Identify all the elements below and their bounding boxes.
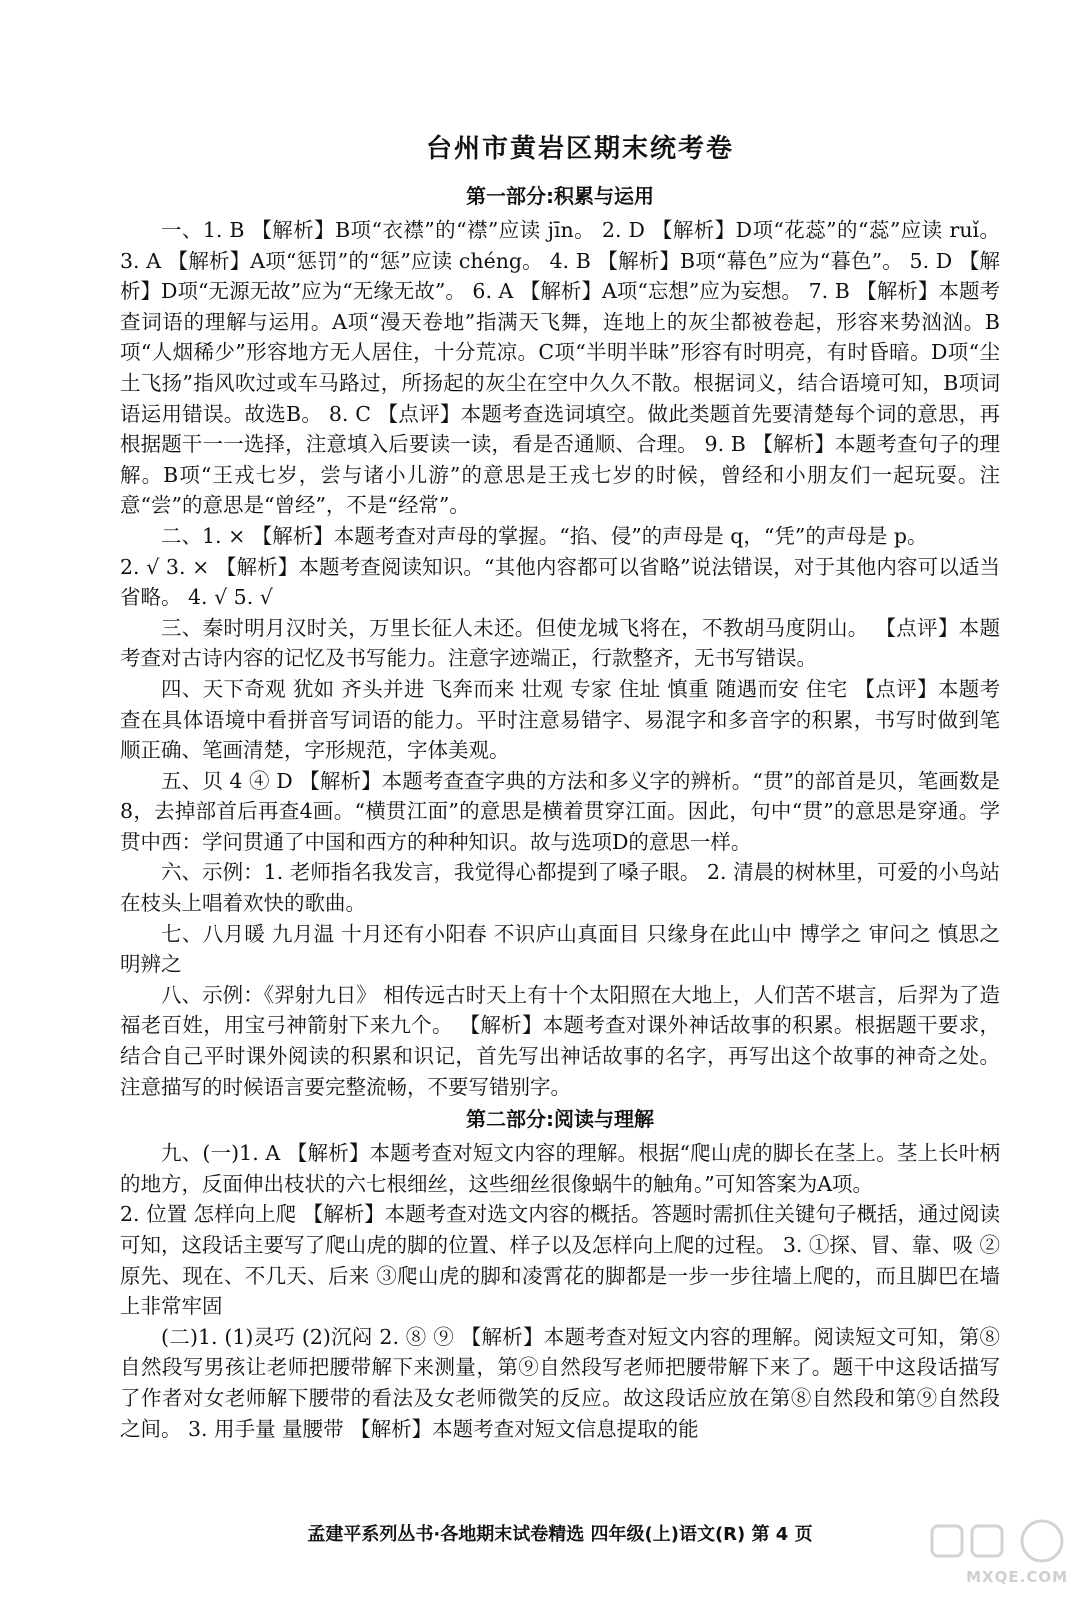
page-title: 台州市黄岩区期末统考卷 bbox=[425, 134, 734, 164]
answer-paragraph-9: 九、(一)1. A 【解析】本题考查对短文内容的理解。根据“爬山虎的脚长在茎上。茎上长叶柄的地方，反面伸出枝状的六七根细丝，这些细丝很像蜗牛的触角。”可知答案为A项。 bbox=[120, 1141, 1000, 1196]
watermark-logo bbox=[922, 1516, 1072, 1586]
answer-paragraph-4: 四、天下奇观 犹如 齐头并进 飞奔而来 壮观 专家 住址 慎重 随遇而安 住宅 【点评】本题考查在具体语境中看拼音写词语的能力。平时注意易错字、易混字和多音字的积累，书写时做到笔顺正确、笔画清楚，字形规范，字体美观。 bbox=[120, 676, 1000, 763]
answer-paragraph-9b: 2. 位置 怎样向上爬 【解析】本题考查对选文内容的概括。答题时需抓住关键句子概括，通过阅读可知，这段话主要写了爬山虎的脚的位置、样子以及怎样向上爬的过程。 3. ①探、冒、靠、吸 ②原先、现在、不几天、后来 ③爬山虎的脚和凌霄花的脚都是一步一步往墙上爬的，而且脚巴在墙上非常牢固 bbox=[120, 1202, 1000, 1319]
answer-paragraph-3: 三、秦时明月汉时关，万里长征人未还。但使龙城飞将在，不教胡马度阴山。 【点评】本题考查对古诗内容的记忆及书写能力。注意字迹端正，行款整齐，无书写错误。 bbox=[120, 615, 1000, 671]
page-footer: 孟建平系列丛书·各地期末试卷精选 四年级(上)语文(R) 第 4 页 bbox=[307, 1524, 813, 1545]
answer-paragraph-1: 一、1. B 【解析】B项“衣襟”的“襟”应读 jīn。 2. D 【解析】D项“花蕊”的“蕊”应读 ruǐ。 3. A 【解析】A项“惩罚”的“惩”应读 chéng。 4. B 【解析】B项“幕色”应为“暮色”。 5. D 【解析】D项“无源无故”应为“无缘无故”。 6. A 【解析】A项“忘想”应为妄想。 7. B 【解析】本题考查词语的理解与运用。A项“漫天卷地”指满天飞舞，连地上的灰尘都被卷起，形容来势汹汹。B项“人烟稀少”形容地方无人居住，十分荒凉。C项“半明半昧”形容有时明亮，有时昏暗。D项“尘土飞扬”指风吹过或车马路过，所扬起的灰尘在空中久久不散。根据词义，结合语境可知，B项词语运用错误。故选B。 8. C 【点评】本题考查选词填空。做此类题首先要清楚每个词的意思，再根据题干一一选择，注意填入后要读一读，看是否通顺、合理。 9. B 【解析】本题考查句子的理解。B项“王戎七岁，尝与诸小儿游”的意思是王戎七岁的时候，曾经和小朋友们一起玩耍。注意“尝”的意思是“曾经”，不是“经常”。 bbox=[120, 218, 1000, 518]
watermark-seal-icon bbox=[922, 1516, 1072, 1566]
watermark-text: MXQE.COM bbox=[966, 1568, 1068, 1586]
answer-paragraph-2: 二、1. × 【解析】本题考查对声母的掌握。“掐、侵”的声母是 q，“凭”的声母是 p。 bbox=[161, 523, 928, 548]
answer-paragraph-8: 八、示例：《羿射九日》 相传远古时天上有十个太阳照在大地上，人们苦不堪言，后羿为了造福老百姓，用宝弓神箭射下来九个。 【解析】本题考查对课外神话故事的积累。根据题干要求，结合自己平时课外阅读的积累和识记，首先写出神话故事的名字，再写出这个故事的神奇之处。注意描写的时候语言要完整流畅，不要写错别字。 bbox=[120, 982, 1000, 1099]
answer-paragraph-7: 七、八月暖 九月温 十月还有小阳春 不识庐山真面目 只缘身在此山中 博学之 审问之 慎思之 明辨之 bbox=[120, 921, 1000, 977]
section-heading-part2: 第二部分:阅读与理解 bbox=[466, 1107, 654, 1132]
answer-paragraph-6: 六、示例：1. 老师指名我发言，我觉得心都提到了嗓子眼。 2. 清晨的树林里，可爱的小鸟站在枝头上唱着欢快的歌曲。 bbox=[120, 860, 1000, 916]
answer-paragraph-5: 五、贝 4 ④ D 【解析】本题考查查字典的方法和多义字的辨析。“贯”的部首是贝，笔画数是8，去掉部首后再查4画。“横贯江面”的意思是横着贯穿江面。因此，句中“贯”的意思是穿通。学贯中西：学问贯通了中国和西方的种种知识。故与选项D的意思一样。 bbox=[120, 768, 1000, 854]
answer-paragraph-2b: 2. √ 3. × 【解析】本题考查阅读知识。“其他内容都可以省略”说法错误，对于其他内容可以适当省略。 4. √ 5. √ bbox=[120, 554, 1000, 610]
answer-paragraph-9c: (二)1. (1)灵巧 (2)沉闷 2. ⑧ ⑨ 【解析】本题考查对短文内容的理解。阅读短文可知，第⑧自然段写男孩让老师把腰带解下来测量，第⑨自然段写老师把腰带解下来了。题干中这段话描写了作者对女老师解下腰带的看法及女老师微笑的反应。故这段话应放在第⑧自然段和第⑨自然段之间。 3. 用手量 量腰带 【解析】本题考查对短文信息提取的能 bbox=[120, 1324, 1000, 1441]
document-page bbox=[120, 128, 1000, 1444]
section-heading-part1: 第一部分:积累与运用 bbox=[466, 184, 654, 208]
